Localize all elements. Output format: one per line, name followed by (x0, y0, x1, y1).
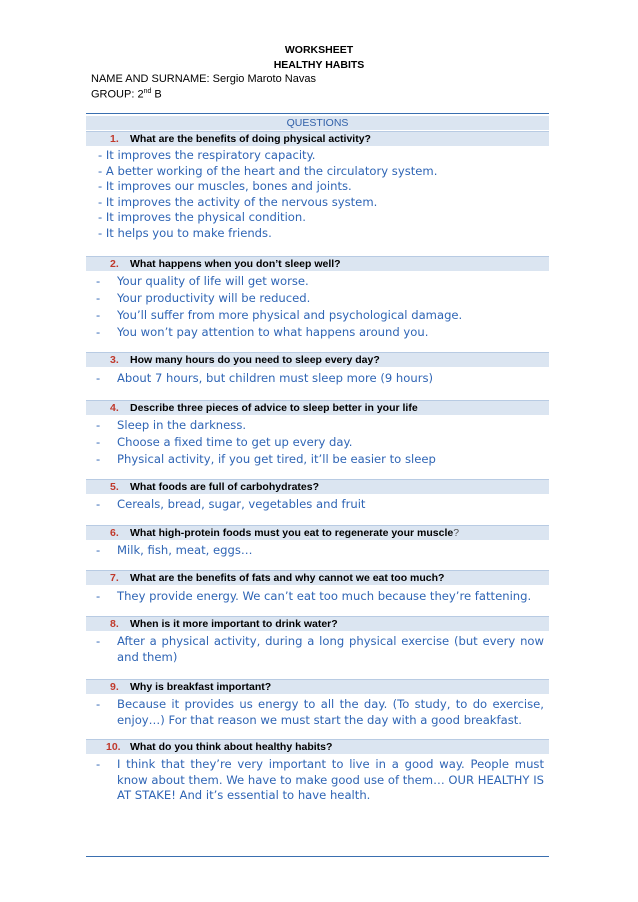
answer-line: - It improves the physical condition. (98, 210, 306, 224)
question-text: What are the benefits of doing physical activity? (130, 133, 371, 145)
answer-line: Milk, fish, meat, eggs… (117, 543, 253, 557)
question-10 (86, 739, 549, 754)
bullet-dash: - (96, 589, 101, 603)
student-group: GROUP: 2nd B (91, 88, 162, 101)
answer-line: They provide energy. We can’t eat too much because they’re fattening. (117, 589, 532, 603)
bullet-dash: - (96, 308, 101, 322)
question-text: When is it more important to drink water? (130, 618, 338, 630)
bullet-dash: - (96, 435, 101, 449)
question-9 (86, 679, 549, 694)
question-text: Why is breakfast important? (130, 681, 272, 693)
question-number: 1. (110, 133, 119, 145)
question-text: What do you think about healthy habits? (130, 741, 333, 753)
question-text: What are the benefits of fats and why cannot we eat too much? (130, 572, 445, 584)
answer-line: Your productivity will be reduced. (117, 291, 311, 305)
bullet-dash: - (96, 757, 101, 771)
answer-paragraph: Because it provides us energy to all the day. (To study, to do exercise, enjoy…) For that reason we must start the day with a good breakfast. (117, 697, 544, 727)
answer-line: About 7 hours, but children must sleep more (9 hours) (117, 371, 434, 385)
bullet-dash: - (96, 697, 101, 711)
answer-line: - It improves the respiratory capacity. (98, 148, 316, 162)
question-text: Describe three pieces of advice to sleep better in your life (130, 402, 418, 414)
answer-paragraph: I think that they’re very important to live in a good way. People must know about them. We have to make good use of them… OUR HEALTHY IS AT STAKE! And it’s essential to have health. (117, 757, 544, 802)
bullet-dash: - (96, 371, 101, 385)
student-name: NAME AND SURNAME: Sergio Maroto Navas (91, 73, 316, 85)
bullet-dash: - (96, 634, 101, 648)
answer-line: Cereals, bread, sugar, vegetables and fruit (117, 497, 366, 511)
question-number: 7. (110, 572, 119, 584)
question-text: What foods are full of carbohydrates? (130, 481, 320, 493)
bullet-dash: - (96, 497, 101, 511)
question-2 (86, 256, 549, 271)
answer-paragraph: After a physical activity, during a long physical exercise (but every now and them) (117, 634, 544, 664)
question-number: 9. (110, 681, 119, 693)
question-4 (86, 400, 549, 415)
worksheet-title: WORKSHEET (284, 44, 354, 56)
answer-line: Your quality of life will get worse. (117, 274, 309, 288)
answer-line: - It improves the activity of the nervous system. (98, 194, 378, 209)
question-number: 5. (110, 481, 119, 493)
question-number: 10. (106, 741, 121, 753)
answer-line: You’ll suffer from more physical and psychological damage. (117, 308, 463, 322)
bullet-dash: - (96, 543, 101, 557)
question-7 (86, 570, 549, 585)
question-number: 6. (110, 527, 119, 539)
question-number: 3. (110, 354, 119, 366)
top-divider (86, 113, 549, 114)
question-3 (86, 352, 549, 367)
worksheet-subtitle: HEALTHY HABITS (273, 59, 365, 71)
bottom-divider (86, 856, 549, 857)
question-6 (86, 525, 549, 540)
answer-line: Sleep in the darkness. (117, 418, 247, 432)
questions-heading: QUESTIONS (86, 116, 549, 130)
question-5 (86, 479, 549, 494)
question-text: What high-protein foods must you eat to regenerate your muscle? (130, 527, 460, 539)
question-number: 8. (110, 618, 119, 630)
bullet-dash: - (96, 452, 101, 466)
bullet-dash: - (96, 325, 101, 339)
question-1 (86, 131, 549, 146)
question-text: How many hours do you need to sleep every day? (130, 354, 380, 366)
question-text: What happens when you don’t sleep well? (130, 258, 341, 270)
question-number: 2. (110, 258, 119, 270)
bullet-dash: - (96, 418, 101, 432)
question-8 (86, 616, 549, 631)
answer-line: You won’t pay attention to what happens around you. (117, 325, 429, 339)
answer-line: Choose a fixed time to get up every day. (117, 435, 353, 449)
answer-line: - A better working of the heart and the circulatory system. (98, 163, 438, 178)
answer-line: - It helps you to make friends. (98, 225, 272, 240)
bullet-dash: - (96, 291, 101, 305)
question-number: 4. (110, 402, 119, 414)
bullet-dash: - (96, 274, 101, 288)
answer-line: - It improves our muscles, bones and joints. (98, 179, 352, 193)
answer-line: Physical activity, if you get tired, it’ll be easier to sleep (117, 452, 436, 466)
